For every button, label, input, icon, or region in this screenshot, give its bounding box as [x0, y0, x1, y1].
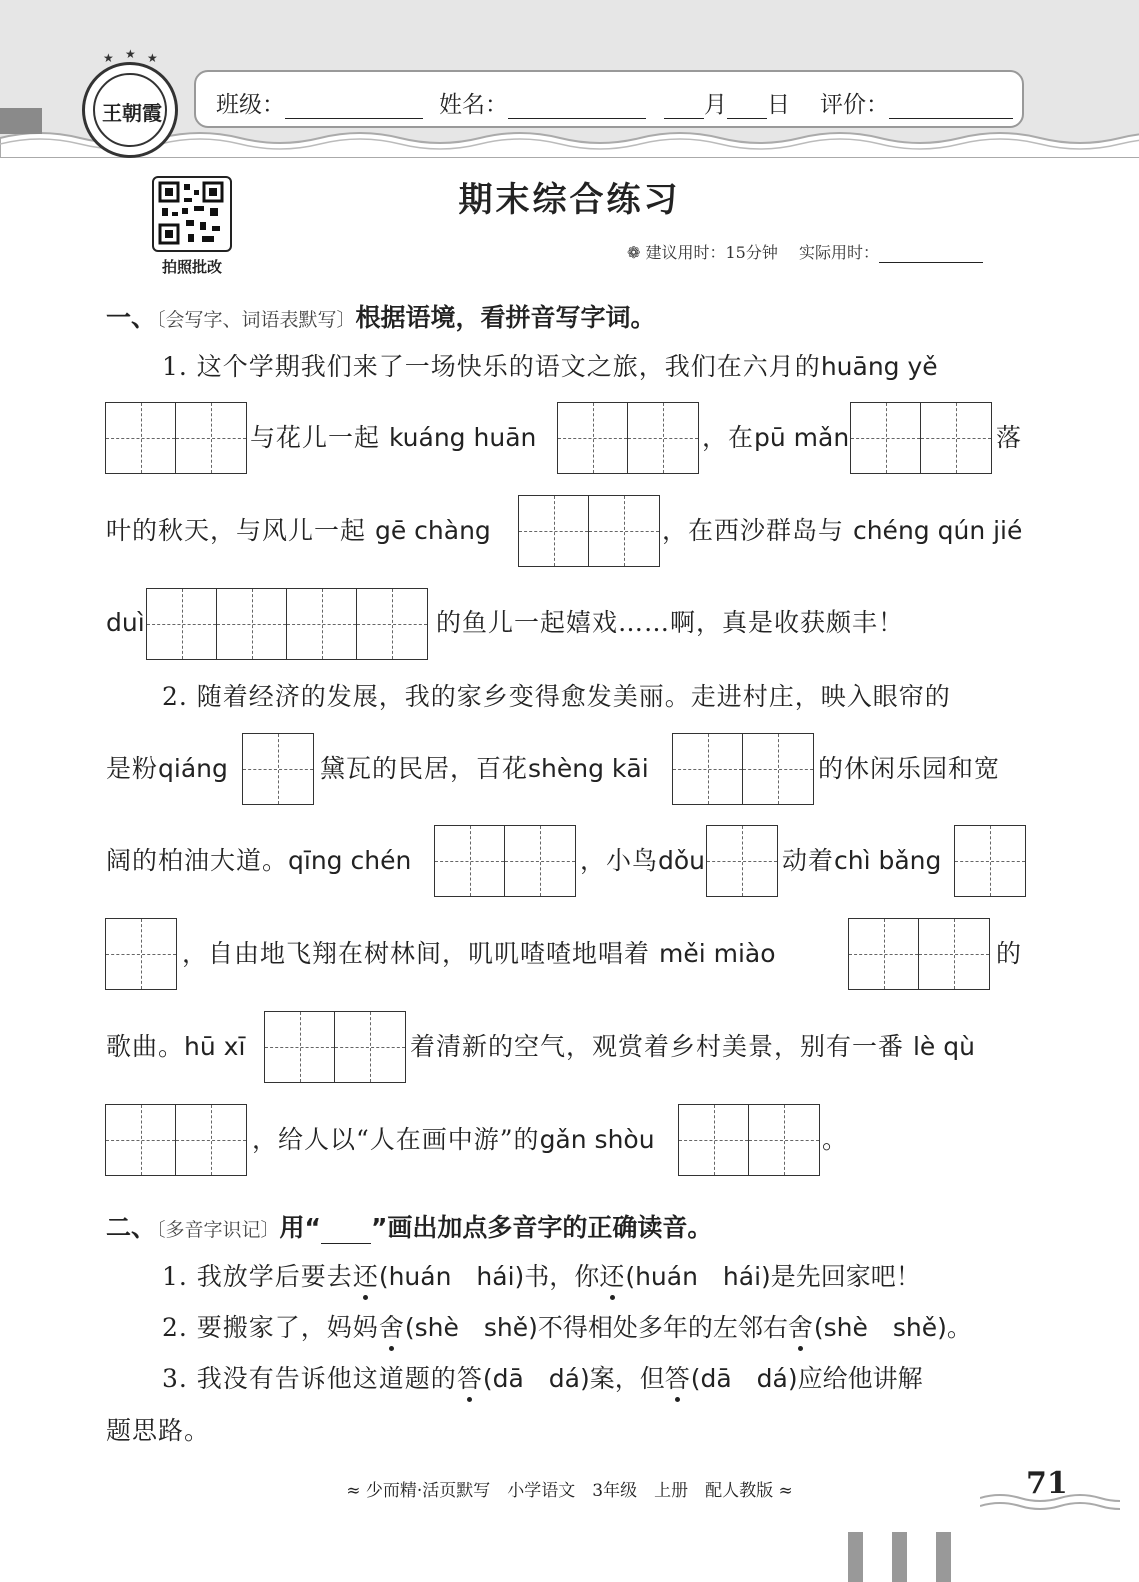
name-field[interactable]: 姓名： [439, 86, 646, 119]
star-icon: ★ [147, 51, 158, 65]
text-segment: ，给人以“人在画中游”的gǎn shòu [252, 1125, 655, 1154]
answer-grid[interactable] [146, 588, 428, 660]
text-segment: 落 [996, 423, 1023, 452]
text-segment: duì [106, 608, 145, 637]
s2-question-3: 3. 我没有告诉他这道题的答(dā dá)案，但答(dā dá)应给他讲解 [162, 1364, 923, 1393]
text-segment: 歌曲。hū xī [106, 1032, 246, 1061]
text-segment: 是粉qiáng [106, 754, 228, 783]
text-segment: 阔的柏油大道。qīng chén [106, 846, 412, 875]
star-icon: ★ [103, 51, 114, 65]
text-segment: 与花儿一起 kuáng huān [250, 423, 537, 452]
edge-mark [848, 1532, 863, 1582]
answer-grid[interactable] [954, 825, 1026, 897]
class-field[interactable]: 班级： [216, 86, 423, 119]
s1-p1-line1: 1. 这个学期我们来了一场快乐的语文之旅，我们在六月的huāng yě [162, 352, 938, 381]
answer-grid[interactable] [434, 825, 576, 897]
qr-label: 拍照批改 [161, 258, 222, 276]
answer-grid[interactable] [557, 402, 699, 474]
date-field[interactable]: 月 日 [664, 86, 790, 119]
text-segment: 叶的秋天，与风儿一起 gē chàng [106, 516, 491, 545]
text-segment: 的鱼儿一起嬉戏……啊，真是收获颇丰！ [436, 608, 905, 637]
time-info: ❁ 建议用时：15分钟 实际用时： [627, 240, 983, 263]
answer-grid[interactable] [706, 825, 778, 897]
page-title: 期末综合练习 [458, 180, 681, 220]
text-segment: 的 [996, 939, 1023, 968]
student-info-box [194, 70, 1024, 128]
text-segment: ，自由地飞翔在树林间，叽叽喳喳地唱着 měi miào [182, 939, 776, 968]
side-tab [0, 108, 42, 134]
footer-text: ≈ 少而精·活页默写 小学语文 3年级 上册 配人教版 ≈ [346, 1481, 793, 1501]
publisher-logo: 王朝霞 ★ ★ ★ [82, 62, 178, 158]
s2-question-1: 1. 我放学后要去还(huán hái)书，你还(huán hái)是先回家吧！ [162, 1262, 921, 1291]
s2-question-2: 2. 要搬家了，妈妈舍(shè shě)不得相处多年的左邻右舍(shè shě)。 [162, 1313, 972, 1342]
answer-grid[interactable] [678, 1104, 820, 1176]
s2-question-3-cont: 题思路。 [106, 1416, 211, 1445]
answer-grid[interactable] [242, 733, 314, 805]
answer-grid[interactable] [105, 402, 247, 474]
text-segment: 着清新的空气，观赏着乡村美景，别有一番 lè qù [410, 1032, 975, 1061]
answer-grid[interactable] [264, 1011, 406, 1083]
text-segment: 动着chì bǎng [782, 846, 942, 875]
answer-grid[interactable] [850, 402, 992, 474]
text-segment: ，在pū mǎn [702, 423, 850, 452]
answer-grid[interactable] [672, 733, 814, 805]
text-segment: ，在西沙群岛与 chéng qún jié [662, 516, 1023, 545]
text-segment: 黛瓦的民居，百花shèng kāi [320, 754, 649, 783]
s1-p2-line1: 2. 随着经济的发展，我的家乡变得愈发美丽。走进村庄，映入眼帘的 [162, 682, 951, 711]
section-1-heading: 一、〔会写字、词语表默写〕根据语境，看拼音写字词。 [106, 303, 656, 332]
section-2-heading: 二、〔多音字识记〕用“ ”画出加点多音字的正确读音。 [106, 1213, 713, 1242]
evaluation-field[interactable]: 评价： [820, 86, 1013, 119]
edge-mark [892, 1532, 907, 1582]
edge-mark [936, 1532, 951, 1582]
star-icon: ★ [125, 47, 136, 61]
text-segment: ，小鸟dǒu [580, 846, 706, 875]
answer-grid[interactable] [518, 495, 660, 567]
answer-grid[interactable] [105, 918, 177, 990]
answer-grid[interactable] [848, 918, 990, 990]
text-segment: 。 [822, 1125, 849, 1154]
page-number: 71 [1026, 1466, 1068, 1501]
answer-grid[interactable] [105, 1104, 247, 1176]
flower-icon: ❁ [627, 243, 641, 262]
text-segment: 的休闲乐园和宽 [818, 754, 1001, 783]
